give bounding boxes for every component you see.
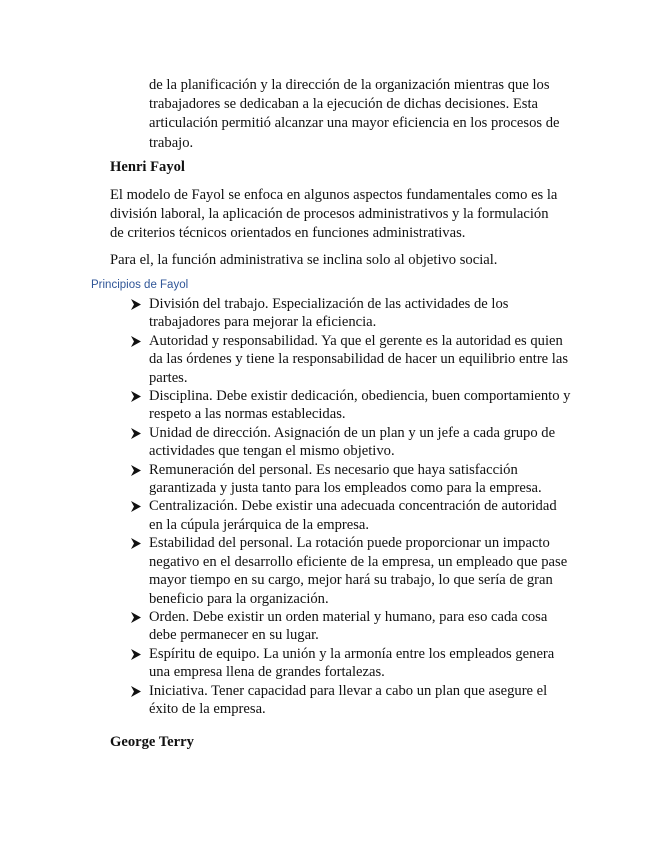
arrowhead-bullet-icon bbox=[131, 649, 141, 660]
principle-text: Centralización. Debe existir una adecuada concentración de autoridad en la cúpula jerárquica de la empresa. bbox=[149, 498, 557, 533]
list-item bbox=[131, 295, 571, 332]
principle-text: Remuneración del personal. Es necesario que haya satisfacción garantizada y justa tanto para los empleados como para la empresa. bbox=[149, 461, 542, 497]
list-item bbox=[131, 387, 571, 424]
arrowhead-bullet-icon bbox=[131, 299, 141, 310]
arrowhead-bullet-icon bbox=[131, 336, 141, 347]
arrowhead-bullet-icon bbox=[131, 538, 141, 549]
principle-text: Iniciativa. Tener capacidad para llevar a cabo un plan que asegure el éxito de la empresa. bbox=[149, 682, 548, 717]
list-item bbox=[131, 682, 571, 719]
arrowhead-bullet-icon bbox=[131, 465, 141, 476]
principle-text: División del trabajo. Especialización de las actividades de los trabajadores para mejorar la eficiencia. bbox=[149, 296, 509, 331]
list-item bbox=[131, 534, 571, 608]
list-item bbox=[131, 332, 571, 387]
fayol-paragraph-1: El modelo de Fayol se enfoca en algunos aspectos fundamentales como es la división laboral, la aplicación de procesos administrativos y la formulación de criterios técnicos orientados en funciones administrativas. bbox=[110, 187, 558, 242]
terry-heading: George Terry bbox=[110, 734, 194, 750]
list-item bbox=[131, 424, 571, 461]
arrowhead-bullet-icon bbox=[131, 612, 141, 623]
intro-continuation-paragraph: de la planificación y la dirección de la organización mientras que los trabajadores se dedicaban a la ejecución de dichas decisiones. Esta articulación permitió alcanzar una mayor eficiencia en los procesos de trabajo. bbox=[149, 77, 560, 151]
arrowhead-bullet-icon bbox=[131, 686, 141, 697]
list-item bbox=[131, 608, 571, 645]
principle-text: Autoridad y responsabilidad. Ya que el gerente es la autoridad es quien da las órdenes y tiene la responsabilidad de hacer un equilibrio entre las partes. bbox=[149, 332, 569, 386]
principle-text: Disciplina. Debe existir dedicación, obediencia, buen comportamiento y respeto a las normas establecidas. bbox=[149, 388, 571, 423]
arrowhead-bullet-icon bbox=[131, 501, 141, 512]
fayol-heading: Henri Fayol bbox=[110, 159, 185, 175]
list-item bbox=[131, 645, 571, 682]
list-item bbox=[131, 461, 571, 498]
fayol-paragraph-2: Para el, la función administrativa se inclina solo al objetivo social. bbox=[110, 252, 498, 268]
list-item bbox=[131, 497, 571, 534]
principles-list bbox=[131, 295, 571, 718]
principle-text: Orden. Debe existir un orden material y humano, para eso cada cosa debe permanecer en su lugar. bbox=[149, 608, 548, 644]
arrowhead-bullet-icon bbox=[131, 391, 141, 402]
principle-text: Estabilidad del personal. La rotación puede proporcionar un impacto negativo en el desarrollo eficiente de la empresa, un empleado que pase mayor tiempo en su cargo, mejor hará su trabajo, lo que sería de gran beneficio para la organización. bbox=[149, 535, 568, 607]
principle-text: Unidad de dirección. Asignación de un plan y un jefe a cada grupo de actividades que tengan el mismo objetivo. bbox=[149, 424, 556, 460]
principle-text: Espíritu de equipo. La unión y la armonía entre los empleados genera una empresa llena de grandes fortalezas. bbox=[149, 645, 555, 681]
arrowhead-bullet-icon bbox=[131, 428, 141, 439]
principles-heading: Principios de Fayol bbox=[91, 279, 189, 291]
